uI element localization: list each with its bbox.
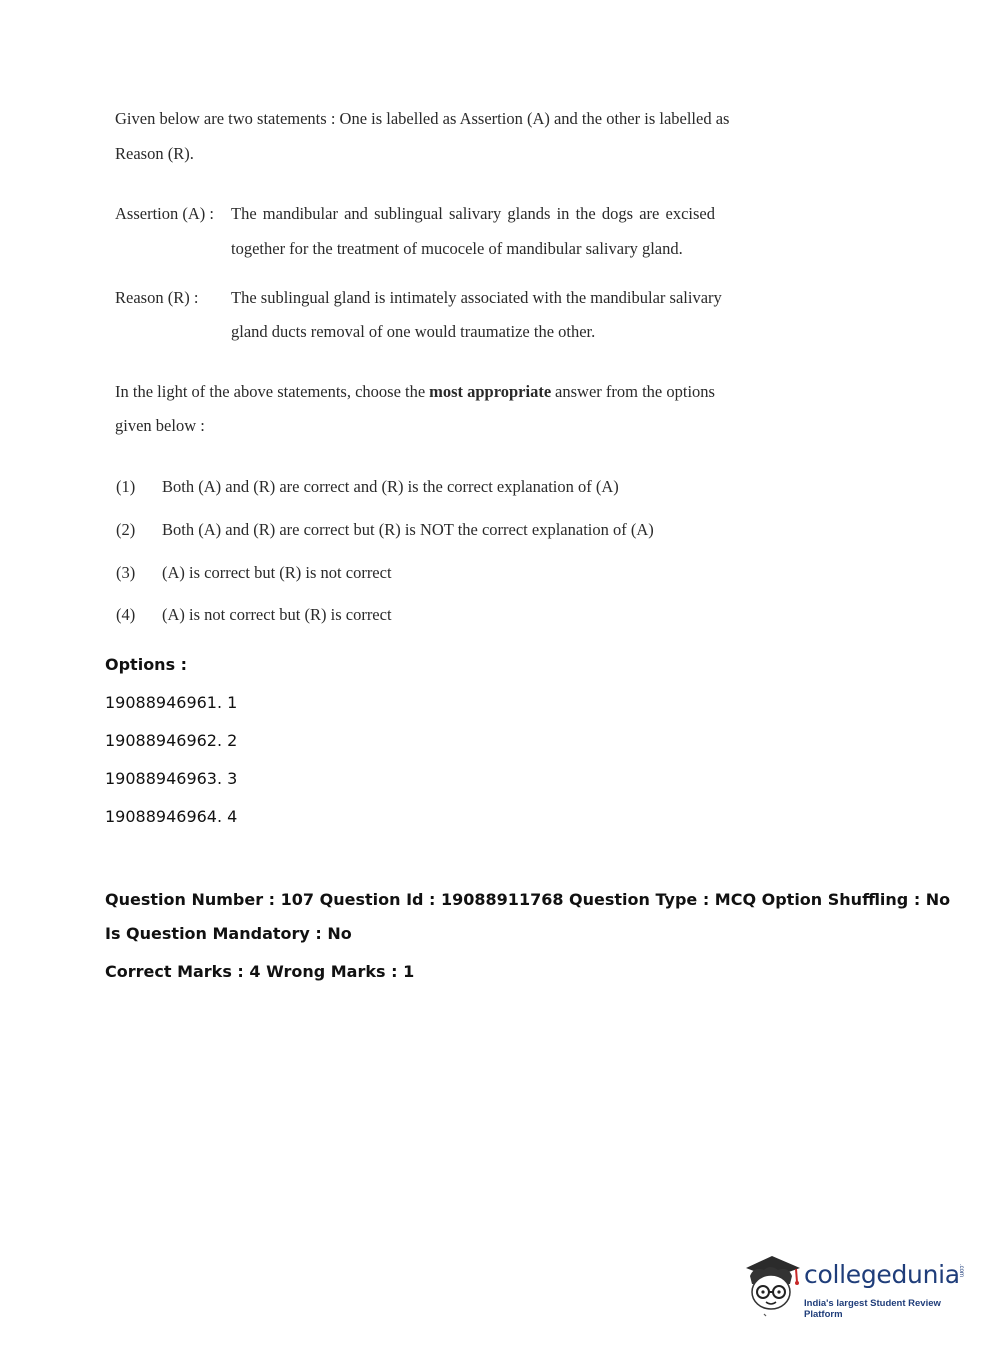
choice-number: (3) bbox=[116, 563, 136, 582]
mascot-icon bbox=[742, 1250, 804, 1320]
marks-line: Correct Marks : 4 Wrong Marks : 1 bbox=[105, 962, 415, 981]
option-item: 19088946964. 4 bbox=[105, 807, 238, 826]
choice-text: Both (A) and (R) are correct and (R) is the correct explanation of (A) bbox=[162, 477, 619, 496]
options-heading: Options : bbox=[105, 655, 188, 674]
option-item: 19088946961. 1 bbox=[105, 693, 238, 712]
mandatory-line: Is Question Mandatory : No bbox=[105, 924, 352, 943]
logo-wordmark: collegedunia bbox=[804, 1260, 960, 1289]
logo-tagline: India's largest Student Review Platform bbox=[804, 1298, 941, 1320]
choice-number: (1) bbox=[116, 477, 136, 496]
prompt-line-2: given below : bbox=[115, 416, 205, 435]
option-item: 19088946962. 2 bbox=[105, 731, 238, 750]
reason-text-2: gland ducts removal of one would traumatize the other. bbox=[231, 322, 596, 341]
choice-text: (A) is not correct but (R) is correct bbox=[162, 605, 392, 624]
intro-line-1: Given below are two statements : One is labelled as Assertion (A) and the other is labelled as bbox=[115, 109, 730, 128]
reason-label: Reason (R) : bbox=[115, 288, 199, 307]
logo-suffix: .com bbox=[958, 1264, 964, 1278]
intro-line-2: Reason (R). bbox=[115, 144, 194, 163]
question-meta-line: Question Number : 107 Question Id : 19088911768 Question Type : MCQ Option Shuffling : No bbox=[105, 890, 951, 909]
choice-number: (2) bbox=[116, 520, 136, 539]
choice-text: Both (A) and (R) are correct but (R) is NOT the correct explanation of (A) bbox=[162, 520, 654, 539]
reason-text-1: The sublingual gland is intimately associated with the mandibular salivary bbox=[231, 288, 722, 307]
choice-text: (A) is correct but (R) is not correct bbox=[162, 563, 392, 582]
assertion-label: Assertion (A) : bbox=[115, 204, 214, 223]
assertion-text-1: The mandibular and sublingual salivary glands in the dogs are excised bbox=[231, 204, 715, 223]
assertion-text-2: together for the treatment of mucocele of mandibular salivary gland. bbox=[231, 239, 683, 258]
option-item: 19088946963. 3 bbox=[105, 769, 238, 788]
prompt-bold: most appropriate bbox=[429, 382, 552, 401]
choice-number: (4) bbox=[116, 605, 136, 624]
prompt-line-1 bbox=[115, 382, 715, 402]
prompt-pre: In the light of the above statements, choose the bbox=[115, 382, 426, 401]
prompt-post: answer from the options bbox=[555, 382, 715, 401]
collegedunia-logo[interactable] bbox=[742, 1250, 972, 1320]
